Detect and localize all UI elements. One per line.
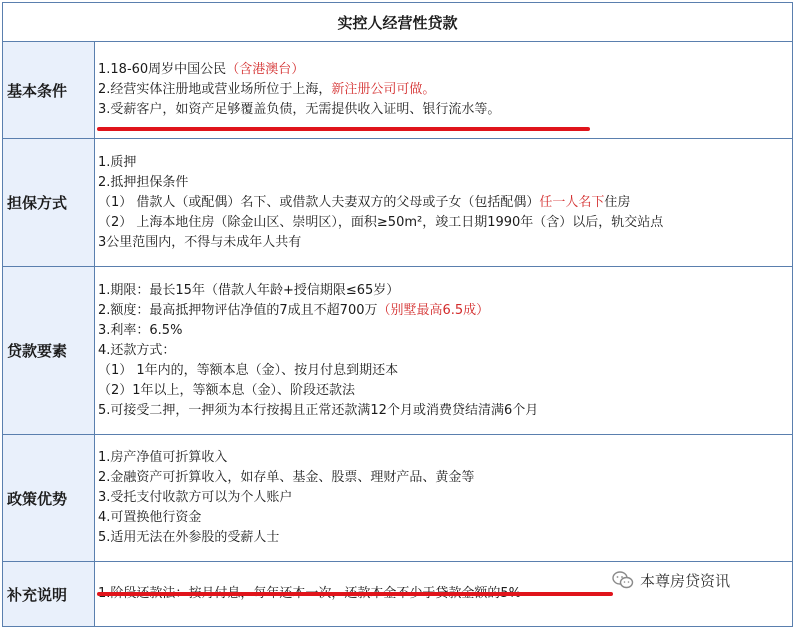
table-row-guarantee xyxy=(3,139,793,267)
content-line xyxy=(98,401,792,421)
content-line xyxy=(98,213,792,233)
content-text: 3公里范围内，不得与未成年人共有 xyxy=(98,234,302,250)
row-label: 贷款要素 xyxy=(3,267,95,435)
row-content xyxy=(95,139,793,267)
content-text: 3.利率：6.5% xyxy=(98,322,183,338)
red-underline-annotation xyxy=(97,592,613,596)
content-line xyxy=(98,301,792,321)
row-label: 政策优势 xyxy=(3,435,95,562)
content-text: 2.金融资产可折算收入，如存单、基金、股票、理财产品、黄金等 xyxy=(98,470,475,485)
highlight-text: 任一人名下 xyxy=(539,194,605,210)
content-line xyxy=(98,341,792,361)
row-content xyxy=(95,42,793,139)
content-text: 5.适用无法在外参股的受薪人士 xyxy=(98,530,280,545)
table-row-policy-advantages xyxy=(3,435,793,562)
content-line xyxy=(98,448,792,468)
row-label: 担保方式 xyxy=(3,139,95,267)
content-text: 2.抵押担保条件 xyxy=(98,174,189,190)
content-line xyxy=(98,381,792,401)
table-row-basic-conditions xyxy=(3,42,793,139)
content-text: 4.可置换他行资金 xyxy=(98,510,202,525)
content-text: 2.经营实体注册地或营业场所位于上海， xyxy=(98,82,332,97)
content-text: 1.质押 xyxy=(98,154,137,170)
content-line xyxy=(98,468,792,488)
content-line xyxy=(98,508,792,528)
content-text: 1.18-60周岁中国公民 xyxy=(98,62,227,77)
content-line xyxy=(98,233,792,253)
content-line xyxy=(98,193,792,213)
highlight-text: （含港澳台） xyxy=(226,62,305,77)
row-content xyxy=(95,435,793,562)
content-text: 1.期限：最长15年（借款人年龄+授信期限≤65岁） xyxy=(98,282,400,298)
watermark xyxy=(612,567,730,593)
content-line xyxy=(98,321,792,341)
content-text: （2） 上海本地住房（除金山区、崇明区），面积≥50m²，竣工日期1990年（含）以后，轨交站点 xyxy=(98,214,664,230)
content-line xyxy=(98,60,792,80)
content-text: 住房 xyxy=(604,194,631,210)
content-line xyxy=(98,173,792,193)
row-label: 基本条件 xyxy=(3,42,95,139)
content-line xyxy=(98,153,792,173)
content-text: 4.还款方式： xyxy=(98,342,176,358)
content-text: 3.受托支付收款方可以为个人账户 xyxy=(98,490,293,505)
table-title: 实控人经营性贷款 xyxy=(3,3,793,42)
row-content xyxy=(95,267,793,435)
row-label: 补充说明 xyxy=(3,562,95,627)
content-text: 5.可接受二押，一押须为本行按揭且正常还款满12个月或消费贷结清满6个月 xyxy=(98,402,539,418)
content-text: （1） 借款人（或配偶）名下、或借款人夫妻双方的父母或子女（包括配偶） xyxy=(98,194,540,210)
content-text: （1） 1年内的，等额本息（金）、按月付息到期还本 xyxy=(98,362,399,378)
content-text: 3.受薪客户，如资产足够覆盖负债，无需提供收入证明、银行流水等。 xyxy=(98,102,501,117)
watermark-text: 本尊房贷资讯 xyxy=(640,571,731,590)
content-line xyxy=(98,100,792,120)
content-line xyxy=(98,528,792,548)
highlight-text: 新注册公司可做。 xyxy=(331,82,436,97)
content-text: 1.房产净值可折算收入 xyxy=(98,450,228,465)
product-table xyxy=(2,2,793,627)
content-line xyxy=(98,488,792,508)
content-text: 2.额度：最高抵押物评估净值的7成且不超700万 xyxy=(98,302,378,318)
content-text: （2）1年以上，等额本息（金）、阶段还款法 xyxy=(98,382,356,398)
highlight-text: （别墅最高6.5成） xyxy=(377,302,490,318)
content-line xyxy=(98,361,792,381)
content-line xyxy=(98,80,792,100)
red-underline-annotation xyxy=(97,127,590,131)
table-row-loan-elements xyxy=(3,267,793,435)
content-line xyxy=(98,281,792,301)
wechat-icon xyxy=(612,570,634,590)
